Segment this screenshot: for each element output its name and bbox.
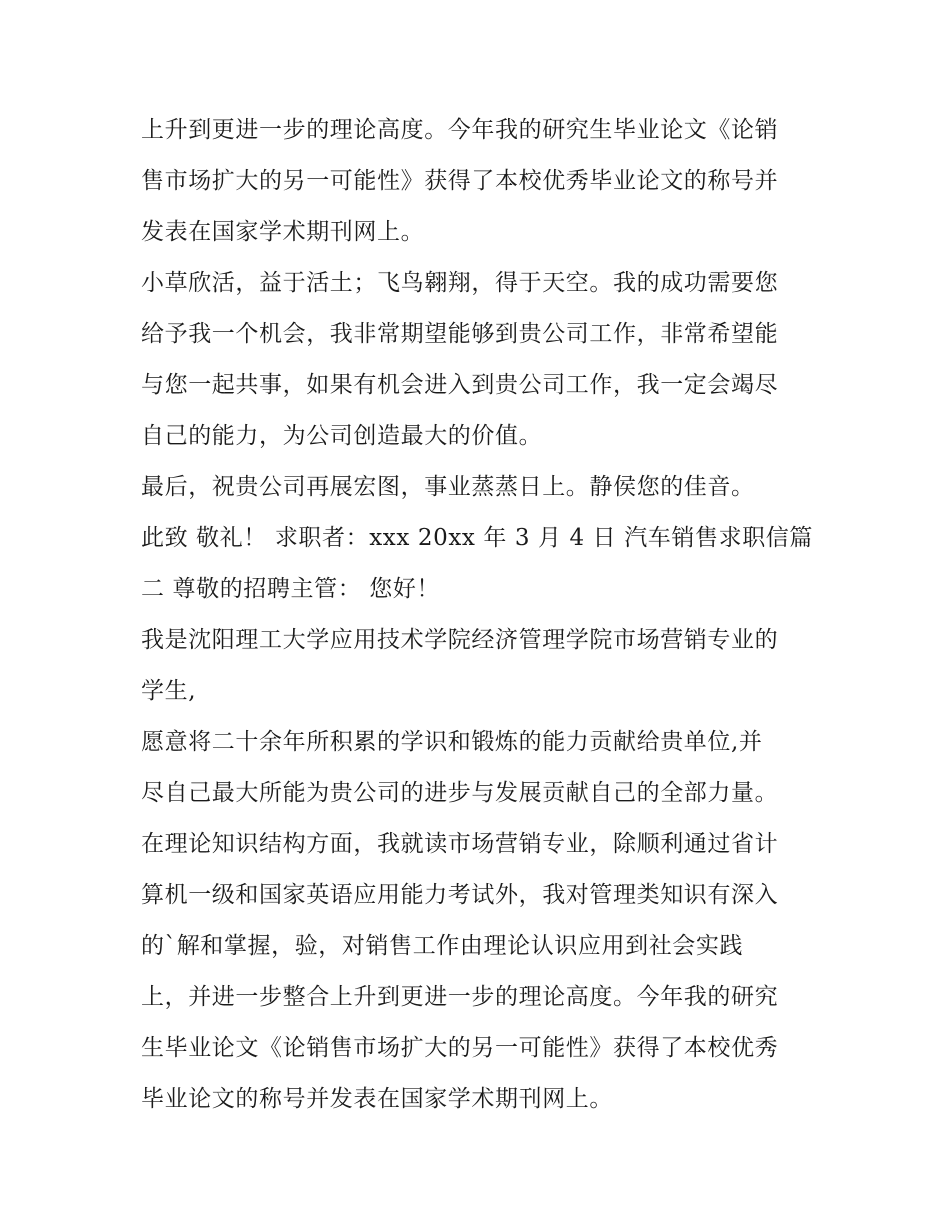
text-line: 二 尊敬的招聘主管： 您好！	[141, 576, 441, 602]
text-line: 在理论知识结构方面，我就读市场营销专业，除顺利通过省计	[141, 831, 779, 857]
text-line: 毕业论文的称号并发表在国家学术期刊网上。	[141, 1086, 613, 1112]
text-line: 我是沈阳理工大学应用技术学院经济管理学院市场营销专业的	[141, 627, 779, 653]
text-line: 此致 敬礼！ 求职者：xxx 20xx 年 3 月 4 日 汽车销售求职信篇	[141, 525, 813, 551]
text-line: 学生,	[141, 678, 197, 704]
text-line: 与您一起共事，如果有机会进入到贵公司工作，我一定会竭尽	[141, 372, 779, 398]
text-line: 最后，祝贵公司再展宏图，事业蒸蒸日上。静侯您的佳音。	[141, 474, 755, 500]
text-line: 小草欣活，益于活土；飞鸟翱翔，得于天空。我的成功需要您	[141, 270, 779, 296]
text-line: 愿意将二十余年所积累的学识和锻炼的能力贡献给贵单位,并	[141, 729, 763, 755]
text-line: 售市场扩大的另一可能性》获得了本校优秀毕业论文的称号并	[141, 168, 779, 194]
text-line: 的`解和掌握，验，对销售工作由理论认识应用到社会实践	[141, 933, 744, 959]
text-line: 自己的能力，为公司创造最大的价值。	[141, 423, 543, 449]
text-line: 给予我一个机会，我非常期望能够到贵公司工作，非常希望能	[141, 321, 779, 347]
text-line: 发表在国家学术期刊网上。	[141, 219, 425, 245]
text-line: 上，并进一步整合上升到更进一步的理论高度。今年我的研究	[141, 984, 779, 1010]
text-line: 上升到更进一步的理论高度。今年我的研究生毕业论文《论销	[141, 117, 779, 143]
text-line: 生毕业论文《论销售市场扩大的另一可能性》获得了本校优秀	[141, 1035, 779, 1061]
text-line: 算机一级和国家英语应用能力考试外，我对管理类知识有深入	[141, 882, 779, 908]
text-line: 尽自己最大所能为贵公司的进步与发展贡献自己的全部力量。	[141, 780, 779, 806]
document-body	[141, 108, 821, 1128]
